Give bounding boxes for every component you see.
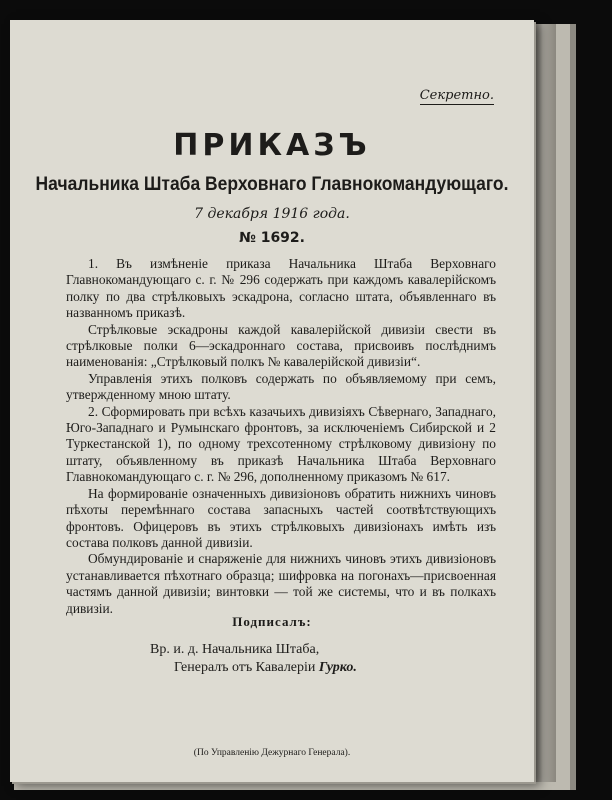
paragraph: 2. Сформировать при всѣхъ казачьихъ дивизіяхъ Сѣвернаго, Западнаго, Юго-Западнаго и Румынскаго фронтовъ, за исключеніемъ Сибирской и 2 Туркестанской 1), по одному трехсотенному стрѣлковому дивизіону по штату, объявленному въ приказѣ Начальника Штаба Верховнаго Главнокомандующаго с. г. № 296, дополненному приказомъ № 617. bbox=[66, 403, 496, 485]
signature-block bbox=[174, 660, 357, 676]
signature-rank: Генералъ отъ Кавалеріи bbox=[174, 660, 316, 675]
book-spine bbox=[534, 24, 556, 782]
document-page bbox=[10, 20, 534, 782]
paragraph: На формированіе означенныхъ дивизіоновъ обратить нижнихъ чиновъ пѣхоты перемѣннаго состава запасныхъ частей соотвѣтствующихъ фронтовъ. Офицеровъ въ этихъ стрѣлковыхъ дивизіонахъ имѣть изъ состава полковъ данной дивизіи. bbox=[66, 485, 496, 550]
order-number: № 1692. bbox=[238, 230, 305, 246]
paragraph: 1. Въ измѣненіе приказа Начальника Штаба Верховнаго Главнокомандующаго с. г. № 296 содержать при каждомъ кавалерійскомъ полку по два стрѣлковыхъ эскадрона, согласно штата, объявленнаго въ названномъ приказѣ. bbox=[66, 256, 496, 321]
paragraph: Обмундированіе и снаряженіе для нижнихъ чиновъ этихъ дивизіоновъ устанавливается пѣхотнаго образца; шифровка на погонахъ—присвоенная частямъ данной дивизіи; винтовки — той же системы, что и въ полкахъ дивизіи. bbox=[66, 551, 496, 616]
paragraph: Стрѣлковые эскадроны каждой кавалерійской дивизіи свести въ стрѣлковые полки 6—эскадроннаго состава, присвоивъ послѣднимъ наименованія: „Стрѣлковый полкъ № кавалерійской дивизіи“. bbox=[66, 321, 496, 370]
signature-position: Вр. и. д. Начальника Штаба, bbox=[150, 642, 320, 657]
signed-label: Подписалъ: bbox=[232, 614, 312, 629]
document-subtitle: Начальника Штаба Верховнаго Главнокомандующаго. bbox=[35, 174, 509, 195]
order-body bbox=[66, 256, 496, 617]
signature-name: Гурко. bbox=[318, 660, 357, 675]
document-date: 7 декабря 1916 года. bbox=[194, 206, 350, 222]
footer-note: (По Управленію Дежурнаго Генерала). bbox=[193, 748, 351, 758]
document-title: ПРИКАЗЪ bbox=[173, 128, 371, 163]
secret-stamp: Секретно. bbox=[419, 88, 494, 103]
paragraph: Управленія этихъ полковъ содержать по объявляемому при семъ, утвержденному мною штату. bbox=[66, 370, 496, 403]
